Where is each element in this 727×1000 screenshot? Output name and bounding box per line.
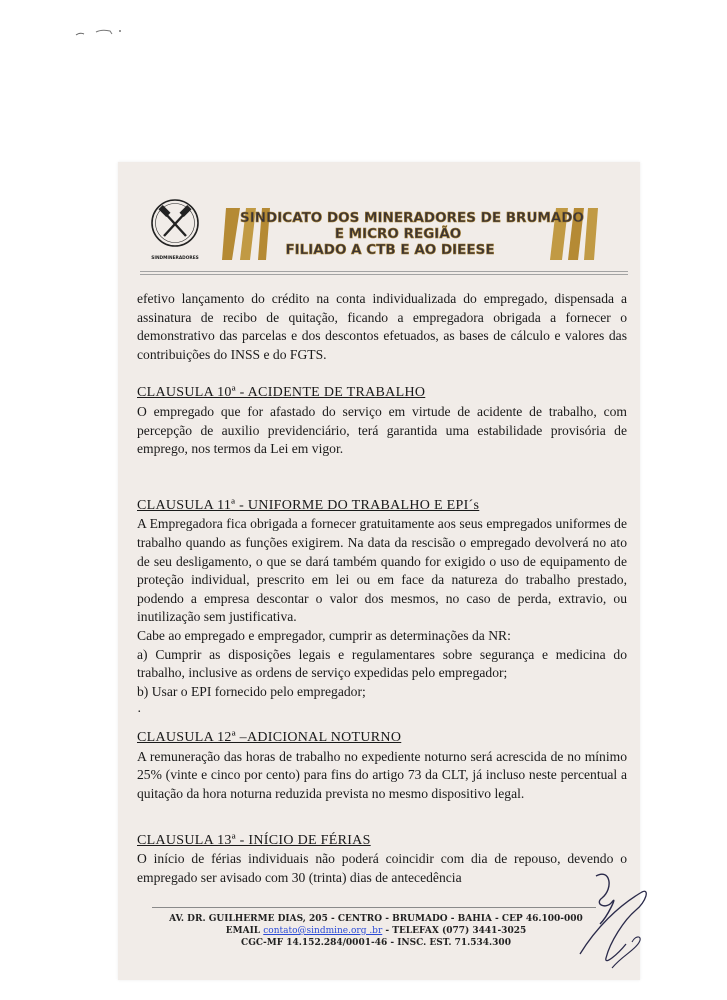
clause-12-text: A remuneração das horas de trabalho no expediente noturno será acrescida de no mínimo 25% (vinte e cinco por cento) para fins do artigo 73 da CLT, já incluso neste percentual a quitação da hora noturna reduzida prevista no mesmo dispositivo legal. <box>137 748 627 802</box>
crossed-hammers-icon <box>158 205 191 236</box>
clause-11-item-b: b) Usar o EPI fornecido pelo empregador; <box>137 683 366 699</box>
clause-11-determinations: Cabe ao empregado e empregador, cumprir as determinações da NR: <box>137 627 511 643</box>
footer-registration: CGC-MF 14.152.284/0001-46 - INSC. EST. 71.534.300 <box>241 938 511 948</box>
clause-12 <box>137 729 627 803</box>
clause-11 <box>137 497 627 724</box>
intro-paragraph: efetivo lançamento do crédito na conta individualizada do empregado, dispensada a assinatura de recibo de quitação, ficando a empregadora obrigada a fornecer o demonstrativo das parcelas e dos descontos efetuados, as bases de cálculo e valores das contribuições do INSS e do FGTS. <box>137 291 627 362</box>
header-rule <box>140 271 628 272</box>
logo-caption: SINDMINERADORES <box>151 256 199 261</box>
footer-rule <box>152 907 596 908</box>
footer-phone: - TELEFAX (077) 3441-3025 <box>382 926 527 936</box>
union-name-banner <box>222 202 602 264</box>
clause-13-heading: CLAUSULA 13ª - INÍCIO DE FÉRIAS <box>137 832 371 848</box>
footer-address: AV. DR. GUILHERME DIAS, 205 - CENTRO - BRUMADO - BAHIA - CEP 46.100-000 <box>169 914 583 924</box>
handwritten-signature <box>566 858 656 978</box>
clause-11-item-a: a) Cumprir as disposições legais e regulamentares sobre segurança e medicina do trabalho, inclusive as ordens de serviço expedidas pelo empregador; <box>137 646 627 681</box>
clause-11-heading: CLAUSULA 11ª - UNIFORME DO TRABALHO E EPI´s <box>137 497 480 513</box>
clause-13 <box>137 832 627 888</box>
union-name-line-1: SINDICATO DOS MINERADORES DE BRUMADO <box>240 210 584 226</box>
scan-mark <box>74 26 124 38</box>
footer-contact <box>150 925 602 937</box>
union-logo <box>146 196 204 262</box>
clause-12-heading: CLAUSULA 12ª –ADICIONAL NOTURNO <box>137 730 402 746</box>
clause-10-heading: CLAUSULA 10ª - ACIDENTE DE TRABALHO <box>137 385 426 401</box>
union-name-line-3: FILIADO A CTB E AO DIEESE <box>285 242 495 258</box>
header-rule-2 <box>140 274 628 275</box>
document-body <box>137 290 627 887</box>
clause-10 <box>137 384 627 458</box>
union-name-line-2: E MICRO REGIÃO <box>334 226 462 242</box>
stray-mark: · <box>137 704 142 720</box>
letterhead-footer <box>150 913 602 949</box>
footer-email-link[interactable]: contato@sindmine.org .br <box>263 926 383 936</box>
clause-13-text: O início de férias individuais não poderá coincidir com dia de repouso, devendo o empregado ser avisado com 30 (trinta) dias de antecedência <box>137 851 627 885</box>
footer-email-label: EMAIL <box>225 926 261 936</box>
clause-10-text: O empregado que for afastado do serviço em virtude de acidente de trabalho, com percepção de auxilio previdenciário, terá garantida uma estabilidade provisória de emprego, nos termos da Lei em vigor. <box>137 403 627 457</box>
clause-11-text: A Empregadora fica obrigada a fornecer gratuitamente aos seus empregados uniformes de trabalho quando as funções exigirem. Na data da rescisão o empregado devolverá no ato de seu desligamento, o que se dará também quando for exigido o uso de equipamento de proteção individual, prescrito em lei ou em face da natureza do trabalho prestado, podendo a empresa descontar o valor dos mesmos, no caso de perda, extravio, ou inutilização sem justificativa. <box>137 516 627 625</box>
